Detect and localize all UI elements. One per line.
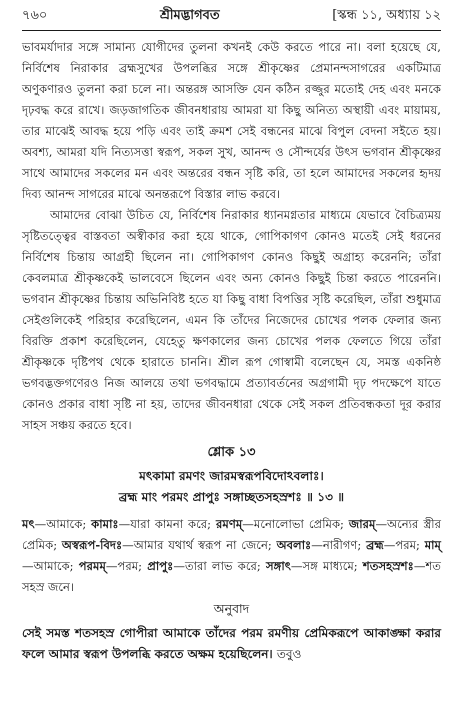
purport-paragraph-2: আমাদের বোঝা উচিত যে, নির্বিশেষ নিরাকার ধ্যানমগ্নতার মাধ্যমে যেভাবে বৈচিত্র্যময় সৃষ্টিতত্ত্বের বাস্তবতা অস্বীকার করা হয়ে থাকে, গোপিকাগণ কোনও মতেই সেই ধরনের নির্বিশেষ চিন্তায় আগ্রহী ছিলেন না। গোপিকাগণ কোনও কিছুই অগ্রাহ্য করেননি; তাঁরা কেবলমাত্র শ্রীকৃষ্ণকেই ভালবেসে ছিলেন এবং অন্য কোনও কিছুই চিন্তা করতে পারেননি। ভগবান শ্রীকৃষ্ণের চিন্তায় অভিনিবিষ্ট হতে যা কিছু বাধা বিপত্তির সৃষ্টি করেছিল, তাঁরা শুধুমাত্র সেইগুলিকেই পরিহার করেছিলেন, এমন কি তাঁদের নিজেদের চোখের পলক ফেলার জন্য বিরক্তি প্রকাশ করেছিলেন, যেহেতু ক্ষণকালের জন্য চোখের পলক ফেলতে গিয়ে তাঁরা শ্রীকৃষ্ণকে দৃষ্টিপথ থেকে হারাতে চাননি। শ্রীল রূপ গোস্বামী বলেছেন যে, সমস্ত একনিষ্ঠ ভগবদ্ভক্তগণেরও নিজ আলয়ে তথা ভগবদ্ধামে প্রত্যাবর্তনের অগ্রগামী দৃঢ় পদক্ষেপে যাতে কোনও প্রকার বাধা সৃষ্টি না হয়, তাদের জীবনধারা থেকে সেই সকল প্রতিবন্ধকতা দূর করার সাহস সঞ্চয় করতে হবে। [22,208,441,432]
synonym-word: ব্রহ্ম [366,538,384,552]
synonym-word: সঙ্গাৎ [266,559,291,573]
synonym-word: প্রাপুঃ [147,559,174,573]
synonym-meaning: যারা কামনা করে; [130,517,212,531]
verse-line-1: মৎকামা রমণং জারমস্বরূপবিদোঽবলাঃ। [139,469,324,483]
page-number: ৭৬০ [22,8,48,23]
synonym-meaning: আমার যথার্থ স্বরূপ না জেনে; [133,538,272,552]
running-header [22,6,441,28]
synonym-meaning: তারা লাভ করে; [184,559,261,573]
synonym-word: শতসহস্রশঃ [362,559,414,573]
header-rule [22,30,441,31]
synonym-word: রমণম্ [216,517,243,531]
word-synonyms: মৎ—আমাকে; কামাঃ—যারা কামনা করে; রমণম্—মনোলোভা প্রেমিক; জারম্—অন্যের স্ত্রীর প্রেমিক; অস্বরূপ-বিদঃ—আমার যথার্থ স্বরূপ না জেনে; অবলাঃ—নারীগণ; ব্রহ্ম—পরম; মাম্—আমাকে; পরমম্—পরম; প্রাপুঃ—তারা লাভ করে; সঙ্গাৎ—সঙ্গ মাধ্যমে; শতসহস্রশঃ—শত সহস্র জনে। [22,517,441,594]
book-title: শ্রীমদ্ভাগবত [160,8,220,23]
synonym-meaning: আমাকে; [33,559,74,573]
verse-line-2: ব্রহ্ম মাং পরমং প্রাপুঃ সঙ্গাচ্ছতসহস্রশঃ ॥ ১৩ ॥ [118,490,345,504]
shloka-heading: শ্লোক ১৩ [207,445,256,460]
synonym-meaning: মনোলোভা প্রেমিক; [253,517,344,531]
synonym-meaning: পরম; [117,559,143,573]
synonym-word: কামাঃ [91,517,119,531]
purport-paragraph-1: ভাবমর্যাদার সঙ্গে সামান্য যোগীদের তুলনা কখনই কেউ করতে পারে না। বলা হয়েছে যে, নির্বিশেষ নিরাকার ব্রহ্মসুখের উপলব্ধির সঙ্গে শ্রীকৃষ্ণের প্রেমানন্দসাগরের একটিমাত্র অণুকণারও তুলনা করা চলে না। অন্তরঙ্গ আসক্তি যেন কঠিন রজ্জুর মতোই দেহ এবং মনকে দৃঢ়বদ্ধ করে রাখে। জড়জাগতিক জীবনধারায় আমরা যা কিছু অনিত্য অস্থায়ী এবং মায়াময়, তার মাঝেই আবদ্ধ হয়ে পড়ি এবং তাই ক্রমশ সেই বন্ধনের মাঝে বিপুল বেদনা সইতে হয়। অবশ্য, আমরা যদি নিত্যসত্তা স্বরূপ, সকল সুখ, আনন্দ ও সৌন্দর্যের উৎস ভগবান শ্রীকৃষ্ণের সাথে আমাদের সকলের মন এবং অন্তরের বন্ধন সৃষ্টি করি, তা হলে আমাদের সকলের হৃদয় দিব্য আনন্দ সাগরের মাঝে অনন্তরূপে বিস্তার লাভ করবে। [22,40,441,201]
synonym-word: অস্বরূপ-বিদঃ [61,538,123,552]
translation-text [22,623,441,665]
translation-body: সেই সমস্ত শতসহস্র গোপীরা আমাকে তাঁদের পরম রমণীয় প্রেমিকরূপে আকাঙ্ক্ষা করার ফলে আমার স্বরূপ উপলব্ধি করতে অক্ষম হয়েছিলেন। [22,626,441,661]
synonym-word: পরমম্ [78,559,106,573]
chapter-reference: [স্কন্ধ ১১, অধ্যায় ১২ [332,8,441,23]
synonym-word: মৎ [22,517,35,531]
translation-heading: অনুবাদ [213,601,250,616]
translation-continuation: তবুও [276,647,302,661]
synonym-word: মাম্ [424,538,441,552]
synonym-meaning: সঙ্গ মাধ্যমে; [302,559,358,573]
synonym-meaning: পরম; [395,538,420,552]
synonym-meaning: আমাকে; [46,517,87,531]
synonym-word: অবলাঃ [276,538,312,552]
synonym-meaning: শত সহস্র জনে। [22,559,441,594]
synonym-meaning: অন্যের স্ত্রীর প্রেমিক; [22,517,441,552]
synonym-word: জারম্ [348,517,376,531]
synonym-meaning: নারীগণ; [322,538,362,552]
